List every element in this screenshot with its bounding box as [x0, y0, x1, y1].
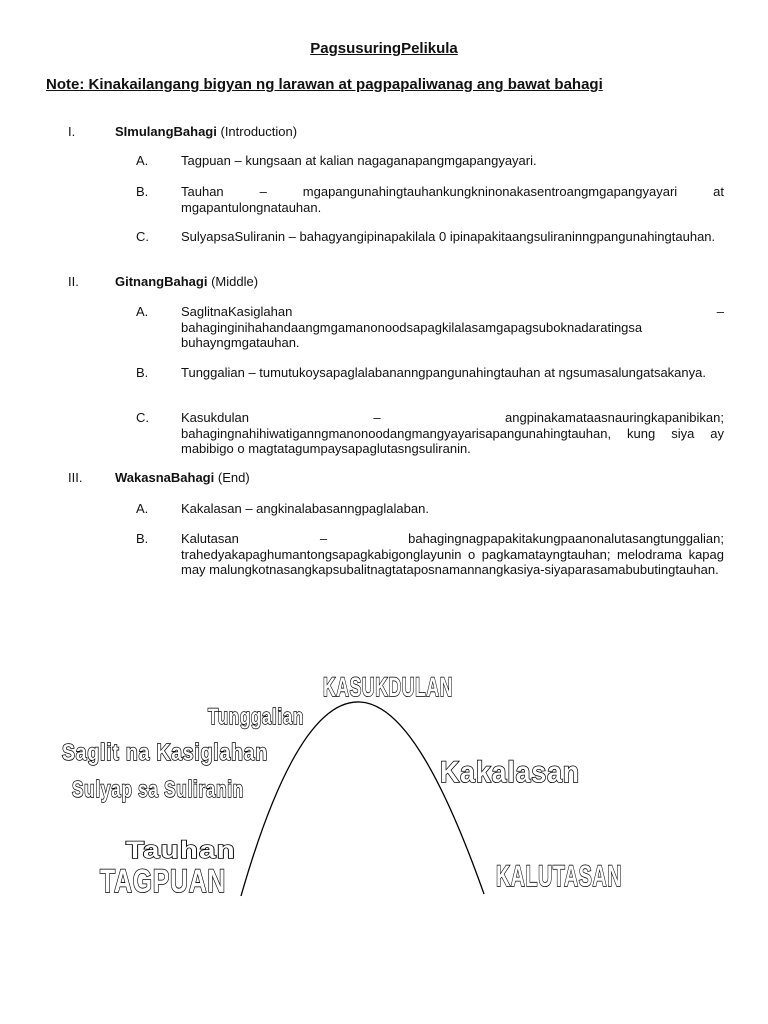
- item-letter: C.: [136, 229, 149, 244]
- label-tunggalian: Tunggalian: [208, 704, 304, 729]
- section-1-item-c: [136, 229, 724, 245]
- item-text: Tauhan – mgapangunahingtauhankungkninonakasentroangmgapangyayari at mgapantulongnatauhan.: [181, 184, 724, 215]
- section-name: SImulangBahagi: [115, 124, 217, 139]
- label-sulyap: Sulyap sa Suliranin: [72, 776, 244, 802]
- item-text: Tunggalian – tumutukoysapaglalabananngpangunahingtauhan at ngsumasalungatsakanya.: [181, 365, 706, 380]
- section-english: (Introduction): [220, 124, 298, 139]
- section-numeral: II.: [68, 274, 79, 289]
- section-1-item-b: [136, 184, 724, 215]
- item-text: Kakalasan – angkinalabasanngpaglalaban.: [181, 501, 429, 516]
- section-3-item-b: [136, 531, 724, 578]
- section-3-item-a: [136, 501, 724, 517]
- item-text: SulyapsaSuliranin – bahagyangipinapakilala 0 ipinapakitaangsuliraninngpangunahingtauhan.: [181, 229, 716, 244]
- item-letter: B.: [136, 531, 149, 546]
- section-name: GitnangBahagi: [115, 274, 208, 289]
- label-kasukdulan: KASUKDULAN: [323, 672, 453, 702]
- item-letter: C.: [136, 410, 149, 425]
- section-2-item-c: [136, 410, 724, 457]
- item-text: Kasukdulan – angpinakamataasnauringkapanibikan; bahagingnahihiwatiganngmanonoodangmangyayarisapangunahingtauhan, kung siya ay mabibigo o magtatagumpaysapaglutasngsuliranin.: [181, 410, 724, 456]
- section-name: WakasnaBahagi: [115, 470, 215, 485]
- item-letter: B.: [136, 184, 149, 199]
- section-2-item-b: [136, 365, 724, 381]
- label-tauhan: Tauhan: [126, 837, 236, 864]
- item-letter: A.: [136, 304, 149, 319]
- page-title: PagsusuringPelikula: [310, 40, 458, 57]
- plot-diagram: [0, 640, 768, 920]
- note-heading: Note: Kinakailangang bigyan ng larawan at pagpapaliwanag ang bawat bahagi: [46, 76, 603, 93]
- item-text: Tagpuan – kungsaan at kalian nagaganapangmgapangyayari.: [181, 153, 537, 168]
- section-2-item-a: [136, 304, 724, 351]
- item-letter: A.: [136, 153, 149, 168]
- label-kalutasan: KALUTASAN: [496, 860, 622, 893]
- item-text: SaglitnaKasiglahan – bahaginginihahandaangmgamanonoodsapagkilalasamgapagsuboknadaratingsa buhayngmgatauhan.: [181, 304, 724, 350]
- plot-diagram-svg: [0, 640, 768, 920]
- label-saglit: Saglit na Kasiglahan: [62, 739, 268, 765]
- section-english: (Middle): [211, 274, 259, 289]
- section-numeral: I.: [68, 124, 76, 139]
- section-english: (End): [217, 470, 250, 485]
- item-text: Kalutasan – bahagingnagpapakitakungpaanonalutasangtunggalian; trahedyakapaghumantongsapagkabigonglayunin o pagkamatayngtauhan; melodrama kapag may malungkotnasangkapsubalitnagtataposnamannangkasiya-siyaparasamabubutingtauhan.: [181, 531, 724, 577]
- label-kakalasan: Kakalasan: [440, 756, 580, 789]
- plot-curve: [241, 702, 484, 896]
- section-numeral: III.: [68, 470, 83, 485]
- item-letter: A.: [136, 501, 149, 516]
- section-1-item-a: [136, 153, 724, 169]
- label-tagpuan: TAGPUAN: [100, 863, 226, 899]
- item-letter: B.: [136, 365, 149, 380]
